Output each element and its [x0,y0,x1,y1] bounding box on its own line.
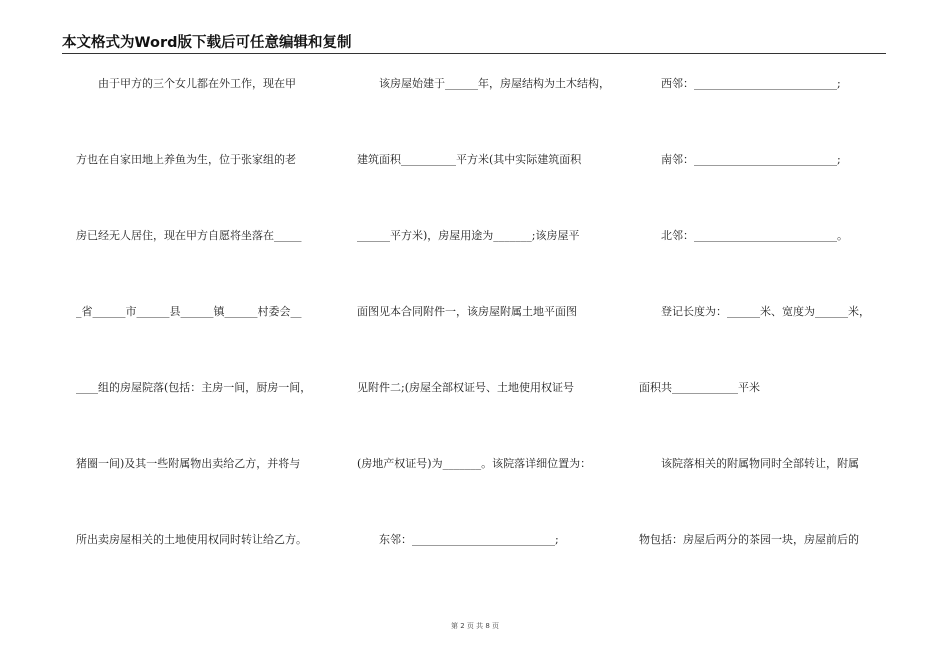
paragraph-line: 南邻：__________________________; [639,153,841,166]
paragraph-line: 房已经无人居住，现在甲方自愿将坐落在_____ [76,229,302,242]
paragraph-line: 登记长度为：______米、宽度为______米， [639,305,870,318]
header-divider [62,53,886,54]
paragraph-line: 面积共____________平米 [639,381,760,394]
paragraph-line: 西邻：__________________________; [639,77,841,90]
paragraph-line: ____组的房屋院落(包括：主房一间，厨房一间， [76,381,312,394]
paragraph-line: (房地产权证号)为_______。该院落详细位置为： [357,457,592,470]
paragraph-line: 北邻：__________________________。 [639,229,848,242]
paragraph-line: _省______市______县______镇______村委会__ [76,305,302,318]
page-number: 第 2 页 共 8 页 [450,622,500,630]
paragraph-line: ______平方米)，房屋用途为_______;该房屋平 [357,229,580,242]
paragraph-line: 所出卖房屋相关的土地使用权同时转让给乙方。 [76,533,307,546]
paragraph-line: 见附件二;(房屋全部权证号、土地使用权证号 [357,381,574,394]
document-header-title: 本文格式为Word版下载后可任意编辑和复制 [62,35,352,51]
paragraph-line: 物包括：房屋后两分的茶园一块，房屋前后的 [639,533,859,546]
paragraph-line: 东邻：__________________________; [357,533,559,546]
paragraph-line: 建筑面积__________平方米(其中实际建筑面积 [357,153,582,166]
paragraph-line: 由于甲方的三个女儿都在外工作，现在甲 [76,77,296,90]
paragraph-line: 方也在自家田地上养鱼为生，位于张家组的老 [76,153,296,166]
paragraph-line: 猪圈一间)及其一些附属物出卖给乙方，并将与 [76,457,301,470]
paragraph-line: 该房屋始建于______年，房屋结构为土木结构， [357,77,610,90]
paragraph-line: 面图见本合同附件一，该房屋附属土地平面图 [357,305,577,318]
paragraph-line: 该院落相关的附属物同时全部转让，附属 [639,457,859,470]
